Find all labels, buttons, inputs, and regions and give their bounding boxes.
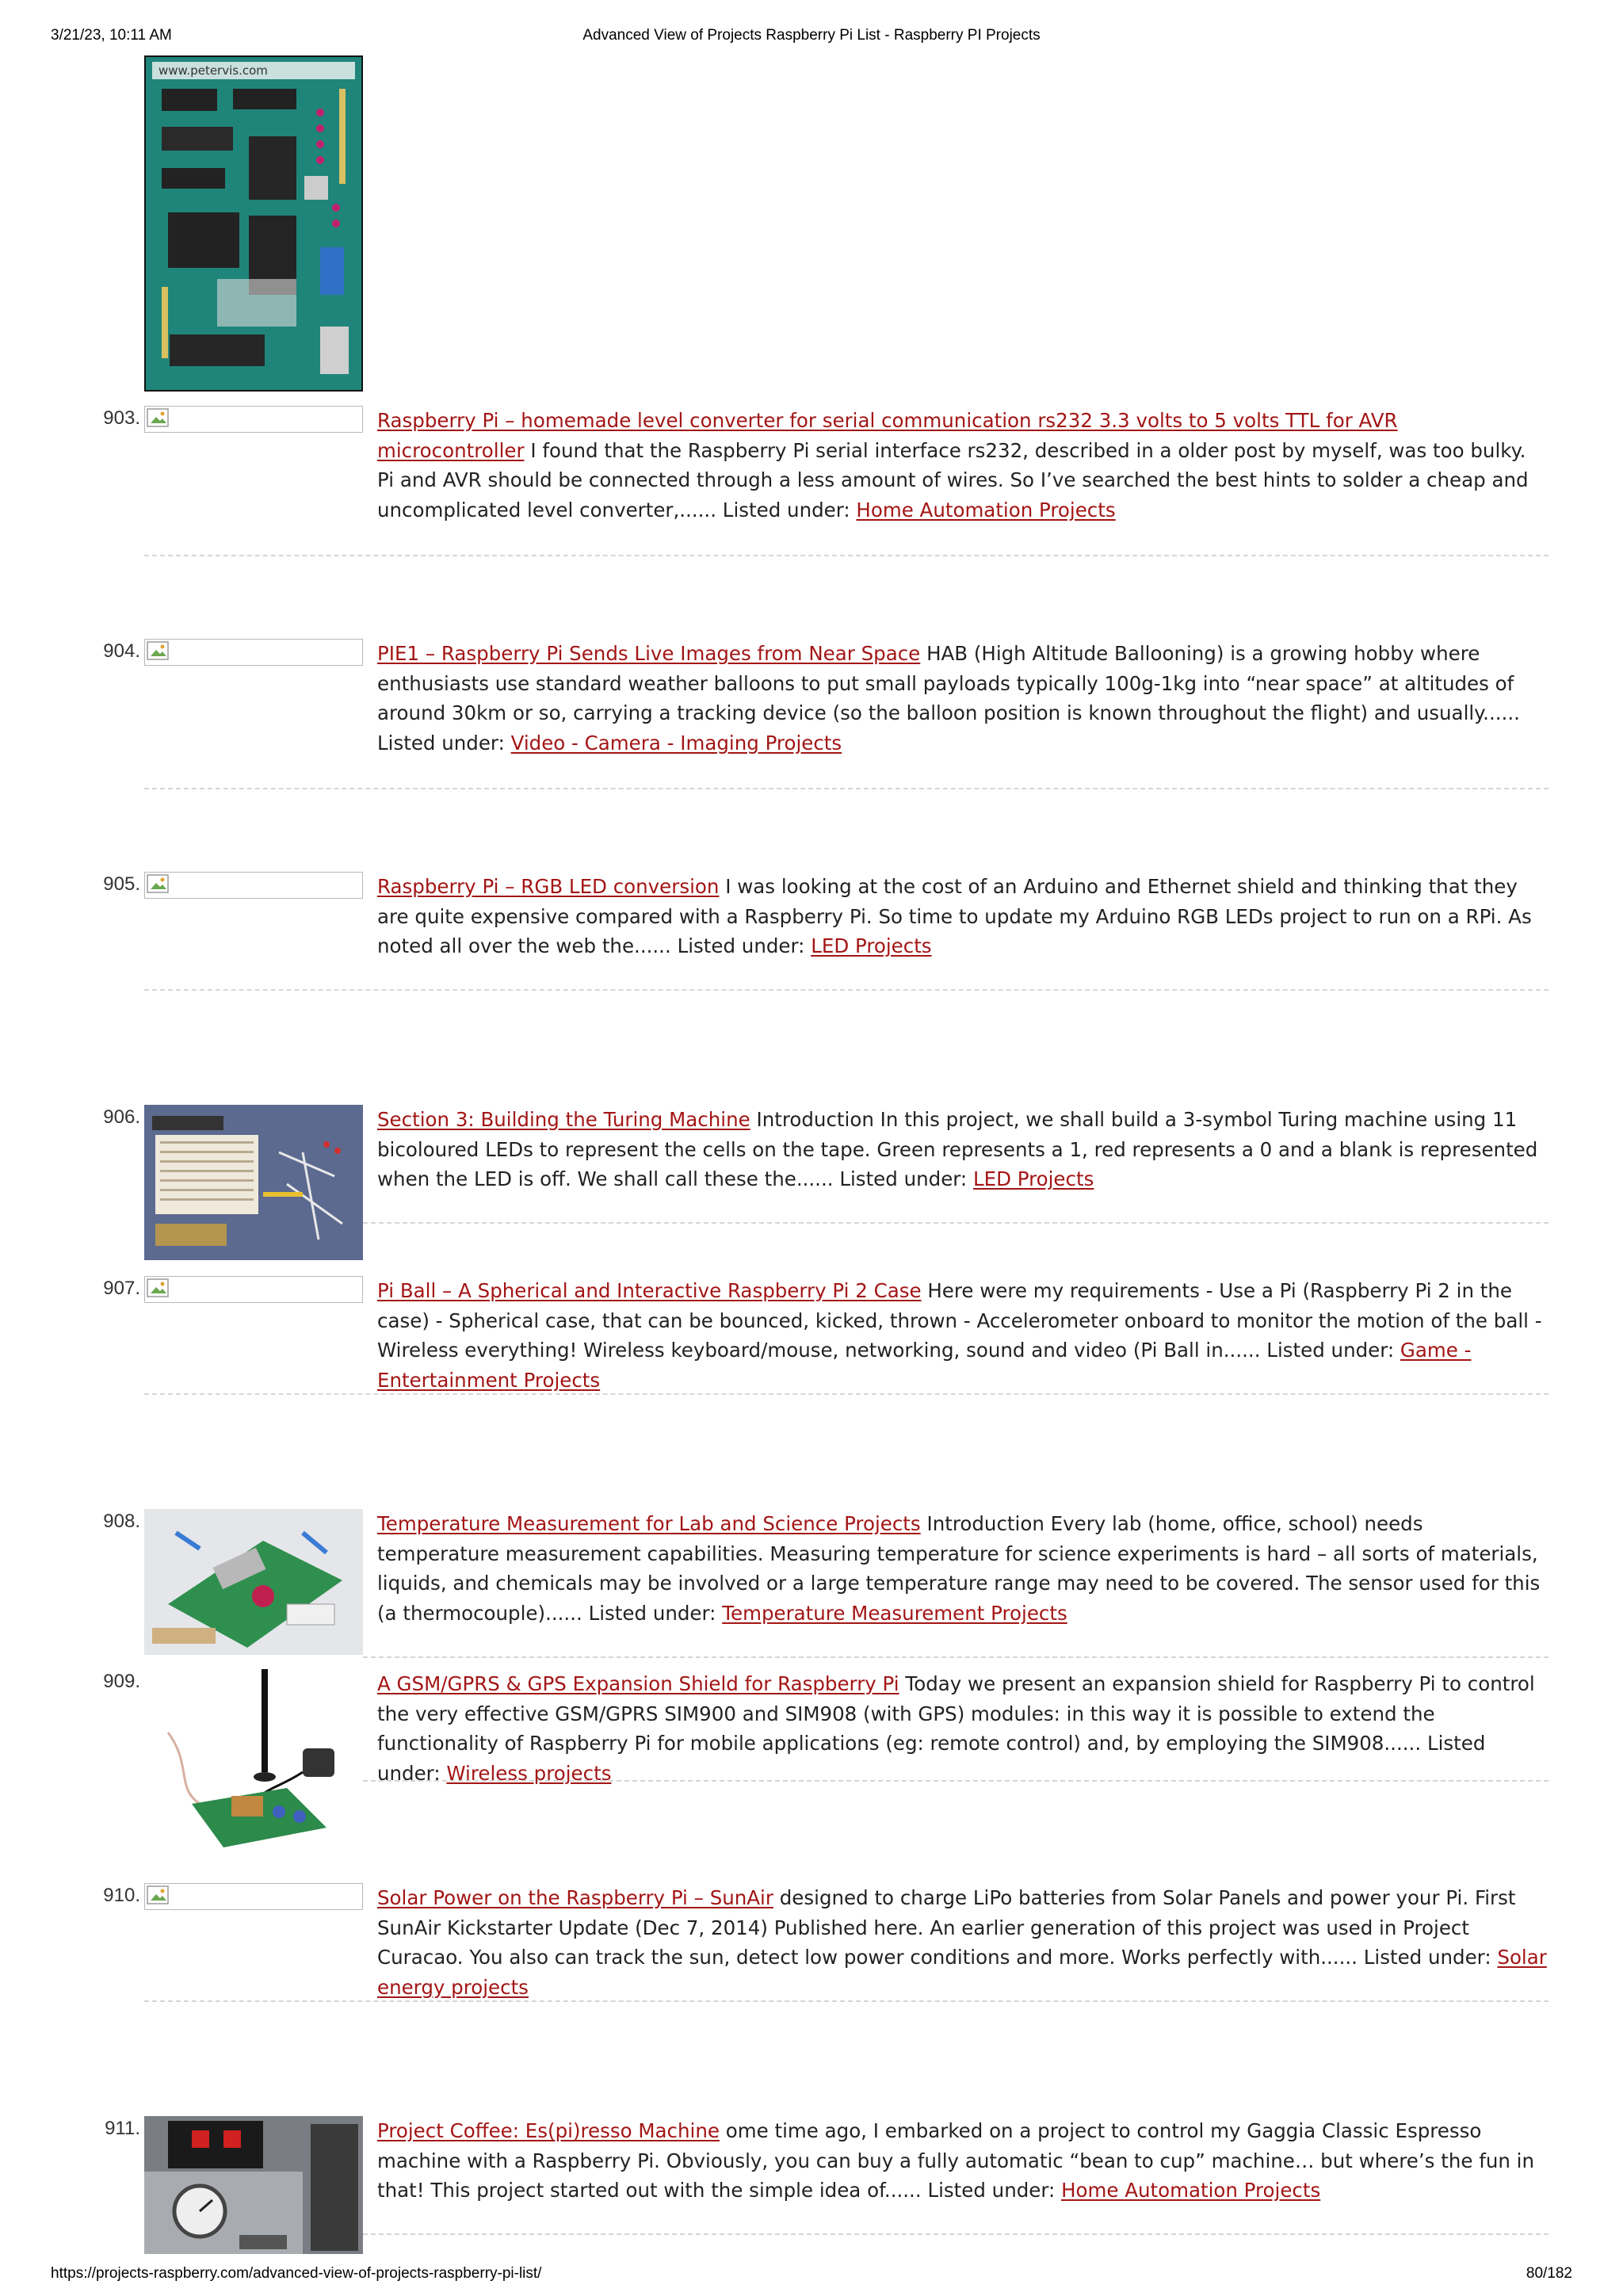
item-number: 908. xyxy=(103,1511,140,1532)
item-description: Introduction In this project, we shall build a 3-symbol Turing machine using 11 bicoloured LEDs to represent the cells on the tape. Green represents a 1, red represents a 0 and a blank is represented when the LED is off. We shall call these the...... xyxy=(377,1108,1538,1191)
item-text xyxy=(377,1509,1549,1629)
broken-image-icon xyxy=(144,639,363,666)
item-category-link[interactable]: Game - Entertainment Projects xyxy=(377,1339,1472,1392)
broken-image-icon xyxy=(144,1276,363,1303)
broken-image-icon xyxy=(144,872,363,899)
listed-under-label: Listed under: xyxy=(927,2179,1056,2202)
item-separator xyxy=(144,2000,1549,2002)
listed-under-label: Listed under: xyxy=(1363,1946,1491,1969)
listed-under-label: Listed under: xyxy=(839,1167,968,1191)
item-number: 903. xyxy=(103,407,140,429)
gsm-shield-photo xyxy=(144,1669,363,1853)
print-url: https://projects-raspberry.com/advanced-view-of-projects-raspberry-pi-list/ xyxy=(51,2265,542,2282)
item-separator xyxy=(144,1393,1549,1395)
item-separator xyxy=(144,989,1549,991)
listed-under-label: Listed under: xyxy=(377,732,505,755)
item-text xyxy=(377,2116,1549,2206)
item-number: 910. xyxy=(103,1885,140,1906)
broken-image-icon xyxy=(144,1883,363,1910)
item-separator xyxy=(363,1656,1549,1658)
print-header xyxy=(51,27,1572,48)
item-category-link[interactable]: Video - Camera - Imaging Projects xyxy=(510,732,842,755)
item-number: 911. xyxy=(105,2118,140,2139)
item-text xyxy=(377,406,1549,525)
item-title-link[interactable]: A GSM/GPRS & GPS Expansion Shield for Raspberry Pi xyxy=(377,1672,899,1695)
breadboard-photo xyxy=(144,1105,363,1260)
item-separator xyxy=(144,788,1549,789)
item-title-link[interactable]: Temperature Measurement for Lab and Science Projects xyxy=(377,1512,921,1535)
item-description: HAB (High Altitude Ballooning) is a growing hobby where enthusiasts use standard weather balloons to put small payloads typically 100g-1kg into “near space” at altitudes of around 30km or so, carrying a tracking device (so the balloon position is known throughout the flight) and usually...... xyxy=(377,642,1520,725)
item-text xyxy=(377,1883,1549,2003)
item-description: I was looking at the cost of an Arduino and Ethernet shield and thinking that they are quite expensive compared with a Raspberry Pi. So time to update my Arduino RGB LEDs project to run on a RPi. As noted all over the web the...... xyxy=(377,875,1532,958)
item-number: 907. xyxy=(103,1278,140,1299)
item-separator xyxy=(363,1222,1549,1224)
item-title-link[interactable]: Raspberry Pi – homemade level converter for serial communication rs232 3.3 volts to 5 volts TTL for AVR microcontroller xyxy=(377,409,1398,462)
item-category-link[interactable]: LED Projects xyxy=(811,934,932,958)
item-number: 904. xyxy=(103,640,140,662)
listed-under-label: Listed under: xyxy=(722,499,850,522)
print-page-number: 80/182 xyxy=(1526,2265,1572,2282)
item-title-link[interactable]: Project Coffee: Es(pi)resso Machine xyxy=(377,2119,720,2142)
listed-under-label: Listed under: xyxy=(377,1732,1486,1786)
item-text xyxy=(377,639,1549,758)
item-number: 909. xyxy=(103,1671,140,1692)
item-text xyxy=(377,1276,1549,1396)
print-title: Advanced View of Projects Raspberry Pi List - Raspberry PI Projects xyxy=(582,27,1041,44)
espresso-machine-photo xyxy=(144,2116,363,2254)
item-description: ome time ago, I embarked on a project to control my Gaggia Classic Espresso machine with a Raspberry Pi. Obviously, you can buy a fully automatic “bean to cup” machine… but where’s the fun in that! This project started out with the simple idea of...... xyxy=(377,2119,1535,2202)
item-title-link[interactable]: Solar Power on the Raspberry Pi – SunAir xyxy=(377,1886,773,1909)
listed-under-label: Listed under: xyxy=(588,1602,716,1626)
item-description: Introduction Every lab (home, office, school) needs temperature measurement capabilities. Measuring temperature for science experiments is hard – all sorts of materials, liquids, and chemicals may be involved or a large temperature range may need to be covered. The sensor used for this (a thermocouple)...... xyxy=(377,1512,1541,1626)
item-number: 905. xyxy=(103,873,140,895)
item-title-link[interactable]: Section 3: Building the Turing Machine xyxy=(377,1108,750,1131)
item-category-link[interactable]: Solar energy projects xyxy=(377,1946,1547,2000)
circuit-board-image xyxy=(144,55,363,392)
item-title-link[interactable]: PIE1 – Raspberry Pi Sends Live Images from Near Space xyxy=(377,642,921,665)
item-description: Here were my requirements - Use a Pi (Raspberry Pi 2 in the case) - Spherical case, that can be bounced, kicked, thrown - Accelerometer onboard to monitor the motion of the ball - Wireless everything! Wireless keyboard/mouse, networking, sound and video (Pi Ball in...... xyxy=(377,1279,1542,1362)
board-watermark: www.petervis.com xyxy=(158,63,268,78)
listed-under-label: Listed under: xyxy=(677,934,805,958)
item-description: I found that the Raspberry Pi serial interface rs232, described in a older post by myself, was too bulky. Pi and AVR should be connected through a less amount of wires. So I’ve searched the best hints to solder a cheap and uncomplicated level converter,...... xyxy=(377,438,1529,522)
item-text xyxy=(377,1669,1549,1789)
listed-under-label: Listed under: xyxy=(1266,1339,1395,1362)
item-separator xyxy=(144,555,1549,556)
item-category-link[interactable]: Home Automation Projects xyxy=(1061,2179,1321,2202)
item-text xyxy=(377,872,1549,961)
broken-image-icon xyxy=(144,406,363,433)
print-datetime: 3/21/23, 10:11 AM xyxy=(51,27,172,44)
item-title-link[interactable]: Raspberry Pi – RGB LED conversion xyxy=(377,875,720,898)
raspberry-pi-thermocouple-photo xyxy=(144,1509,363,1655)
item-category-link[interactable]: Temperature Measurement Projects xyxy=(722,1602,1067,1626)
item-text xyxy=(377,1105,1549,1194)
item-separator xyxy=(363,1780,1549,1782)
item-category-link[interactable]: Home Automation Projects xyxy=(856,499,1116,522)
item-description: Today we present an expansion shield for Raspberry Pi to control the very effective GSM/GPRS SIM900 and SIM908 (with GPS) modules: in this way it is possible to extend the functionality of Raspberry Pi for mobile applications (eg: remote control) and, by employing the SIM908...... xyxy=(377,1672,1535,1755)
item-description: designed to charge LiPo batteries from Solar Panels and power your Pi. First SunAir Kickstarter Update (Dec 7, 2014) Published here. An earlier generation of this project was used in Project Curacao. You also can track the sun, detect low power conditions and more. Works perfectly with...... xyxy=(377,1886,1516,1969)
item-category-link[interactable]: Wireless projects xyxy=(446,1762,612,1786)
item-category-link[interactable]: LED Projects xyxy=(972,1167,1094,1191)
item-number: 906. xyxy=(103,1106,140,1128)
print-footer xyxy=(51,2265,1572,2286)
item-title-link[interactable]: Pi Ball – A Spherical and Interactive Raspberry Pi 2 Case xyxy=(377,1279,922,1302)
item-separator xyxy=(363,2233,1549,2235)
